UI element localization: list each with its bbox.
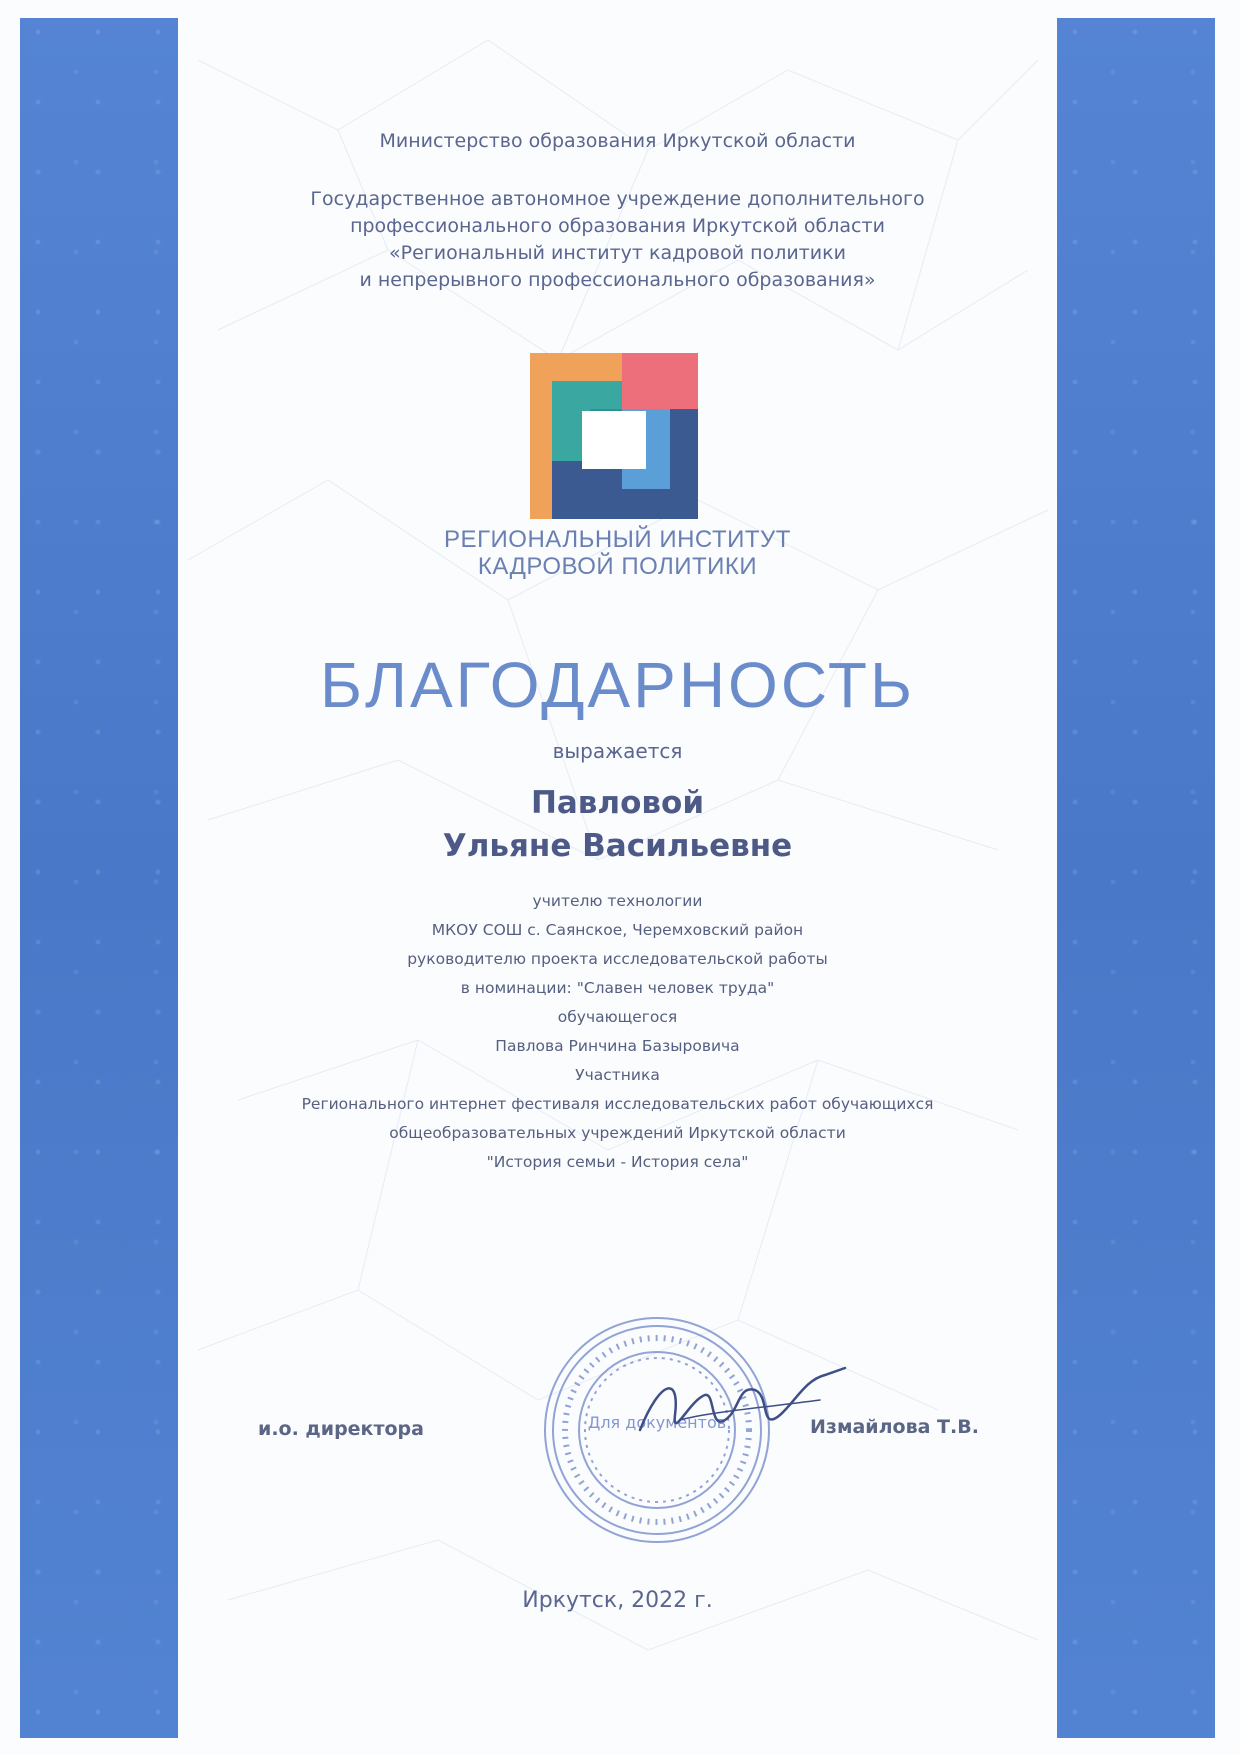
detail-line-5: обучающегося <box>557 1008 678 1026</box>
city-year: Иркутск, 2022 г. <box>522 1588 713 1613</box>
ministry-name: Министерство образования Иркутской области <box>379 130 856 152</box>
institution-line-1: Государственное автономное учреждение дополнительного <box>310 188 925 210</box>
detail-line-3: руководителю проекта исследовательской работы <box>407 950 828 968</box>
detail-line-6: Павлова Ринчина Базыровича <box>495 1037 740 1055</box>
handwritten-signature <box>620 1360 860 1460</box>
expressed-text: выражается <box>552 739 683 763</box>
detail-line-4: в номинации: "Славен человек труда" <box>460 979 775 997</box>
institute-logo <box>530 353 698 519</box>
recipient-surname: Павловой <box>530 785 705 821</box>
institution-line-2: профессионального образования Иркутской области <box>350 215 885 237</box>
detail-line-10: "История семьи - История села" <box>486 1153 749 1171</box>
seal-stamp-text: Для документов <box>587 1413 727 1432</box>
detail-line-1: учителю технологии <box>532 892 703 910</box>
detail-line-8: Регионального интернет фестиваля исследовательских работ обучающихся <box>301 1095 934 1113</box>
signatory-name: Измайлова Т.В. <box>810 1416 979 1438</box>
logo-text-line-2: КАДРОВОЙ ПОЛИТИКИ <box>477 553 758 580</box>
detail-line-2: МКОУ СОШ с. Саянское, Черемховский район <box>431 921 804 939</box>
detail-line-7: Участника <box>575 1066 660 1084</box>
institution-line-4: и непрерывного профессионального образования» <box>359 269 876 291</box>
right-decorative-band <box>1057 18 1215 1738</box>
signatory-position: и.о. директора <box>258 1418 424 1440</box>
detail-line-9: общеобразовательных учреждений Иркутской области <box>389 1124 846 1142</box>
logo-text-line-1: РЕГИОНАЛЬНЫЙ ИНСТИТУТ <box>444 526 791 553</box>
recipient-name: Ульяне Васильевне <box>442 828 793 864</box>
certificate-title: БЛАГОДАРНОСТЬ <box>319 649 916 721</box>
institution-line-3: «Региональный институт кадровой политики <box>389 242 846 264</box>
left-decorative-band <box>20 18 178 1738</box>
